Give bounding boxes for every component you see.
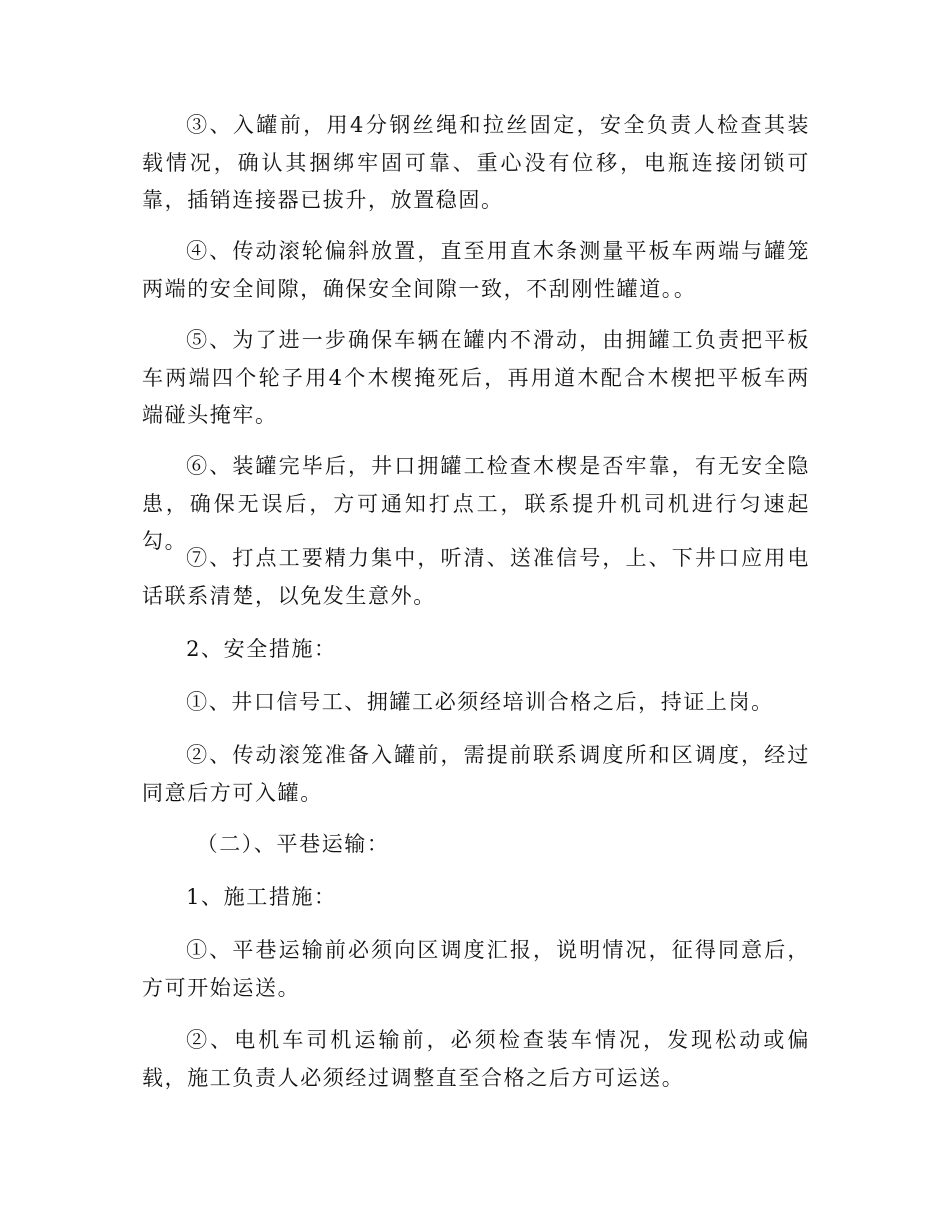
- paragraph-7-signal: ⑦、打点工要精力集中，听清、送准信号，上、下井口应用电话联系清楚，以免发生意外。: [142, 546, 810, 608]
- paragraph-safety-2: ②、传动滚笼准备入罐前，需提前联系调度所和区调度，经过同意后方可入罐。: [142, 743, 810, 805]
- paragraph-5-wedges: ⑤、为了进一步确保车辆在罐内不滑动，由拥罐工负责把平板车两端四个轮子用4个木楔掩死后，再用道木配合木楔把平板车两端碰头掩牢。: [142, 328, 810, 427]
- section-construction-measures: 1、施工措施：: [186, 885, 337, 909]
- paragraph-6-inspection: ⑥、装罐完毕后，井口拥罐工检查木楔是否牢靠，有无安全隐患，确保无误后，方可通知打点工，联系提升机司机进行匀速起勾。: [142, 454, 810, 553]
- section-level-transport: （二）、平巷运输：: [196, 832, 390, 856]
- paragraph-construction-1: ①、平巷运输前必须向区调度汇报，说明情况，征得同意后，方可开始运送。: [142, 938, 810, 1000]
- section-safety-measures: 2、安全措施：: [186, 637, 337, 661]
- paragraph-construction-2: ②、电机车司机运输前，必须检查装车情况，发现松动或偏载，施工负责人必须经过调整直至合格之后方可运送。: [142, 1028, 810, 1090]
- paragraph-3-loading: ③、入罐前，用4分钢丝绳和拉丝固定，安全负责人检查其装载情况，确认其捆绑牢固可靠、重心没有位移，电瓶连接闭锁可靠，插销连接器已拔升，放置稳固。: [142, 113, 810, 212]
- paragraph-safety-1: ①、井口信号工、拥罐工必须经培训合格之后，持证上岗。: [186, 690, 774, 714]
- paragraph-4-roller: ④、传动滚轮偏斜放置，直至用直木条测量平板车两端与罐笼两端的安全间隙，确保安全间隙一致，不刮刚性罐道。。: [142, 239, 810, 301]
